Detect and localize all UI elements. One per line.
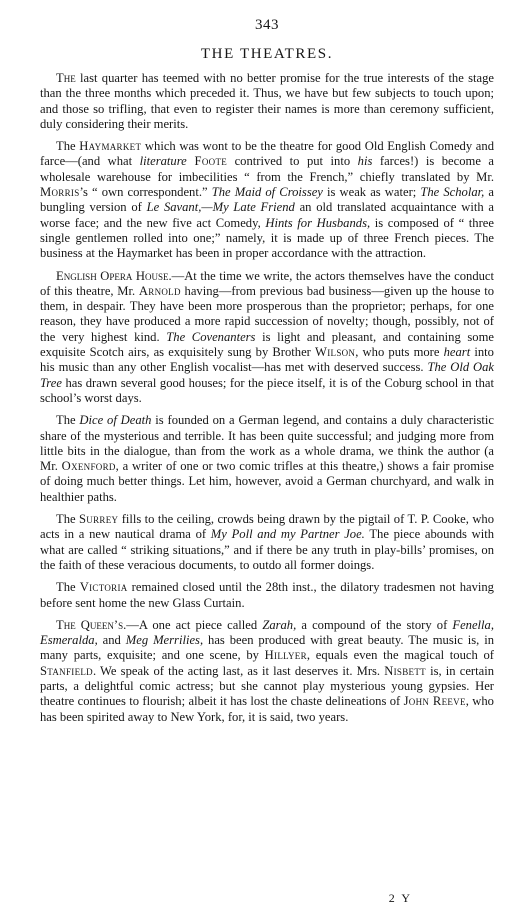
person-name-nisbett: Nisbett (384, 663, 426, 678)
text: , who puts more (355, 345, 444, 360)
emphasis-his: his (357, 154, 373, 169)
text: a compound of the story of (296, 617, 453, 632)
lead-word: The (56, 139, 76, 154)
paragraph-surrey (40, 512, 494, 573)
paragraph-intro (40, 71, 494, 132)
text: , who has been spirited away to New York, for, it is said, two years. (40, 694, 494, 724)
person-name-morris: Morris (40, 185, 80, 200)
text: an old translated acquaintance with a worse face; and the new five act Comedy, (40, 200, 494, 230)
theatre-name-queens: The Queen’s. (56, 617, 127, 632)
text: contrived to put into (227, 154, 358, 169)
text: and (97, 633, 126, 648)
theatre-name-english-opera-house: English Opera House. (56, 268, 172, 283)
text: last quarter has teemed with no better promise for the true interests of the stage than the three months which preceded it. Thus, we have but few subjects to touch upon; and those so trifling, that even to register their names is more than ceremony sufficient, duly considering their merits. (40, 71, 494, 131)
printer-signature-mark: 2 Y (388, 891, 412, 905)
text: has drawn several good houses; for the piece itself, it is of the Coburg school in that school’s worst days. (40, 375, 494, 405)
person-name-wilson: Wilson (315, 345, 356, 360)
person-name-oxenford: Oxenford (61, 459, 116, 474)
text: fills to the ceiling, crowds being drawn by the pigtail of T. P. Cooke, who acts in a new nautical drama of (40, 512, 495, 542)
text: a bungling version of (40, 185, 495, 215)
person-name-arnold: Arnold (138, 283, 181, 298)
theatre-name-victoria: Victoria (79, 580, 128, 595)
play-title-maid-of-croissey: The Maid of Croissey (211, 185, 323, 200)
play-title-dice-of-death: Dice of Death (79, 413, 152, 428)
lead-word: The (56, 580, 76, 595)
play-title-hints-for-husbands: Hints for Husbands, (265, 215, 371, 230)
text: is light and pleasant, and containing some exquisite Scotch airs, as exquisitely sung by Brother (40, 329, 494, 360)
article-title: THE THEATRES. (200, 46, 334, 62)
text: —A one act piece called (126, 617, 263, 632)
person-name-foote: Foote (186, 154, 228, 169)
text: farces!) is become a wholesale warehouse for imbecilities “ from the French,” chiefly translated by Mr. (40, 154, 495, 184)
emphasis-heart: heart (443, 345, 471, 360)
play-title-the-scholar: The Scholar, (420, 185, 485, 200)
paragraph-queens (40, 618, 494, 725)
text: is founded on a German legend, and contains a duly characteristic share of the mysterious and terrible. It has been quite successful; and judging more from little bits in the dialogue, than from the work as a whole drama, we think the author (a Mr. (40, 413, 494, 474)
play-title-the-covenanters: The Covenanters (166, 329, 256, 344)
text: . We speak of the acting last, as it last deserves it. Mrs. (92, 663, 385, 678)
text: which was wont to be the theatre for good Old English Comedy and farce—(and what (40, 139, 494, 169)
play-title-the-old-oak-tree: The Old Oak Tree (40, 360, 495, 390)
play-title-le-savant: Le Savant,—My Late Friend (146, 200, 295, 215)
text: , equals even the magical touch of (306, 648, 494, 663)
character-name-meg-merrilies: Meg Merrilies, (125, 633, 204, 648)
text: —At the time we write, the actors themselves have the conduct of this theatre, Mr. (40, 268, 495, 298)
character-names-fenella-esmeralda: Fenella, Esmeralda, (40, 617, 494, 648)
text: into his music than any other English vocalist—has met with deserved success. (40, 345, 494, 375)
text: is weak as water; (322, 185, 421, 200)
paragraph-english-opera-house (40, 269, 494, 407)
person-name-john-reeve: John Reeve (403, 694, 466, 709)
text: ’s “ own correspondent.” (79, 185, 212, 200)
play-title-my-poll-and-my-partner-joe: My Poll and my Partner Joe. (210, 527, 365, 542)
text: having—from previous bad business—given up the house to them, in despair. They have been more prosperous than the proprietor; perhaps, for one reason, they have produced a more rapid succession of novelty; though, possibly, not of the very highest kind. (40, 283, 494, 344)
paragraph-dice-of-death (40, 413, 494, 505)
play-title-zarah: Zarah, (262, 617, 297, 632)
lead-word: The (56, 71, 76, 85)
paragraph-victoria (40, 580, 494, 611)
person-name-hillyer: Hillyer (264, 648, 307, 663)
text: is, in certain parts, a delightful comic actress; but she cannot play mysterious young gypsies. Her theatre continues to flourish; albeit it has lost the chaste delineations of (40, 663, 494, 709)
paragraph-haymarket (40, 139, 494, 261)
text: has been produced with great beauty. The music is, in many parts, exquisite; and one scene, by (40, 633, 495, 663)
page-number: 343 (255, 17, 279, 33)
theatre-name-surrey: Surrey (79, 512, 119, 527)
person-name-stanfield: Stanfield (40, 663, 93, 678)
text: is composed of “ three single gentlemen rolled into one;” namely, it is made up of three French pieces. The business at the Haymarket has been in proper accordance with the attraction. (40, 215, 494, 261)
text: The piece abounds with what are called “ striking situations,” and if there be any truth in play-bills’ promises, on the faith of these veracious documents, to outdo all former doings. (40, 527, 494, 572)
text: The (56, 413, 80, 428)
text: , a writer of one or two comic trifles at this theatre,) shows a fair promise of doing much better things. Let him, however, avoid a German churchyard, and walk in healthier paths. (40, 459, 494, 504)
text: remained closed until the 28th inst., the dilatory tradesmen not having before sent home the new Glass Curtain. (40, 580, 494, 610)
theatre-name-haymarket: Haymarket (79, 139, 142, 154)
lead-word: The (56, 512, 76, 527)
document-page (40, 16, 494, 906)
emphasis-literature: literature (139, 154, 187, 169)
